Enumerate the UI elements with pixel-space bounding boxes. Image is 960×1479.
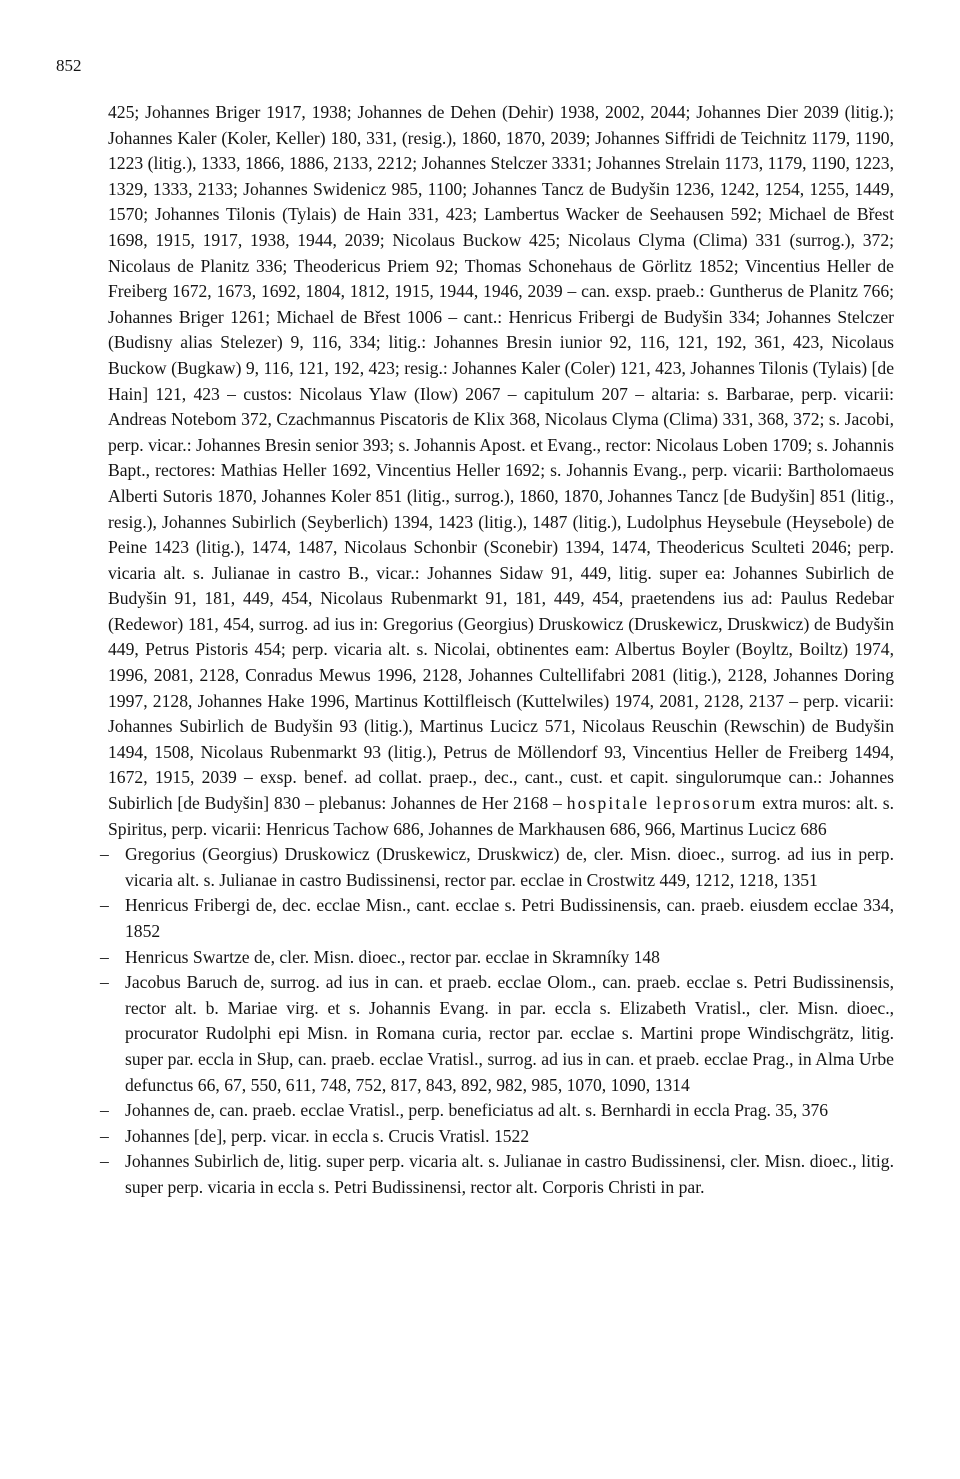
page-number: 852: [56, 56, 82, 75]
index-entry: [100, 842, 894, 893]
index-entry: [100, 1149, 894, 1200]
entry-dash: –: [100, 946, 109, 967]
entry-text: Johannes [de], perp. vicar. in eccla s. Crucis Vratisl. 1522: [125, 1125, 530, 1146]
entry-dash: –: [100, 972, 109, 993]
paragraph-text: 425; Johannes Briger 1917, 1938; Johannes de Dehen (Dehir) 1938, 2002, 2044; Johannes Dier 2039 (litig.); Johannes Kaler (Koler, Keller) 180, 331, (resig.), 1860, 1870, 2039; Johannes Siffridi de Teichnitz 1179, 1190, 1223 (litig.), 1333, 1866, 1886, 2133, 2212; Johannes Stelczer 3331; Johannes Strelain 1173, 1179, 1190, 1223, 1329, 1333, 2133; Johannes Swidenicz 985, 1100; Johannes Tancz de Budyšin 1236, 1242, 1254, 1255, 1449, 1570; Johannes Tilonis (Tylais) de Hain 331, 423; Lambertus Wacker de Seehausen 592; Michael de Břest 1698, 1915, 1917, 1938, 1944, 2039; Nicolaus Buckow 425; Nicolaus Clyma (Clima) 331 (surrog.), 372; Nicolaus de Planitz 336; Theodericus Priem 92; Thomas Schonehaus de Görlitz 1852; Vincentius Heller de Freiberg 1672, 1673, 1692, 1804, 1812, 1915, 1944, 1946, 2039 – can. exsp. praeb.: Guntherus de Planitz 766; Johannes Briger 1261; Michael de Břest 1006 – cant.: Henricus Fribergi de Budyšin 334; Johannes Stelczer (Budisny alias Stelezer) 9, 116, 334; litig.: Johannes Bresin iunior 92, 116, 121, 192, 361, 423, Nicolaus Buckow (Bugkaw) 9, 116, 121, 192, 423; resig.: Johannes Kaler (Coler) 121, 423, Johannes Tilonis (Tylais) [de Hain] 121, 423 – custos: Nicolaus Ylaw (Ilow) 2067 – capitulum 207 – altaria: s. Barbarae, perp. vicarii: Andreas Notebom 372, Czachmannus Piscatoris de Klix 368, Nicolaus Clyma (Clima) 331, 368, 372; s. Jacobi, perp. vicar.: Johannes Bresin senior 393; s. Johannis Apost. et Evang., rector: Nicolaus Loben 1709; s. Johannis Bapt., rectores: Mathias Heller 1692, Vincentius Heller 1692; s. Johannis Evang., perp. vicarii: Bartholomaeus Alberti Sutoris 1870, Johannes Koler 851 (litig., surrog.), 1860, 1870, Johannes Tancz [de Budyšin] 851 (litig., resig.), Johannes Subirlich (Seyberlich) 1394, 1423 (litig.), 1487 (litig.), Ludolphus Heysebule (Heysebole) de Peine 1423 (litig.), 1474, 1487, Nicolaus Schonbir (Sconebir) 1394, 1474, Theodericus Sculteti 2046; perp. vicaria alt. s. Julianae in castro B., vicar.: Johannes Sidaw 91, 449, litig. super ea: Johannes Subirlich de Budyšin 91, 181, 449, 454, Nicolaus Rubenmarkt 91, 181, 449, 454, praetendens ius ad: Paulus Redebar (Redewor) 181, 454, surrog. ad ius in: Gregorius (Georgius) Druskowicz (Druskewicz, Druskwicz) de Budyšin 449, Petrus Pistoris 454; perp. vicaria alt. s. Nicolai, obtinentes eam: Albertus Boyler (Boyltz, Boiltz) 1974, 1996, 2081, 2128, Conradus Mewus 1996, 2128, Johannes Cultellifabri 2081 (litig.), 2128, Johannes Doring 1997, 2128, Johannes Hake 1996, Martinus Kottilfleisch (Kuttelwiles) 1974, 2081, 2128, 2137 – perp. vicarii: Johannes Subirlich de Budyšin 93 (litig.), Martinus Lucicz 571, Nicolaus Reuschin (Rewschin) de Budyšin 1494, 1508, Nicolaus Rubenmarkt 93 (litig.), Petrus de Möllendorf 93, Vincentius Heller de Freiberg 1494, 1672, 1915, 2039 – exsp. benef. ad collat. praep., dec., cant., cust. et capit. singulorumque can.: Johannes Subirlich [de Budyšin] 830 – plebanus: Johannes de Her 2168 –: [108, 102, 894, 814]
entry-text: Jacobus Baruch de, surrog. ad ius in can. et praeb. ecclae Olom., can. praeb. ecclae s. Petri Budissinensis, rector alt. b. Mariae virg. et s. Johannis Evang. in par. eccla s. Elizabeth Vratisl., cler. Misn. dioec., procurator Rudolphi epi Misn. in Romana curia, rector par. ecclae s. Martini prope Windischgrätz, litig. super par. eccla in Słup, can. praeb. ecclae Vratisl., surrog. ad ius in can. et praeb. ecclae Prag., in Alma Urbe defunctus 66, 67, 550, 611, 748, 752, 817, 843, 892, 982, 985, 1070, 1090, 1314: [125, 972, 894, 1095]
entry-text: Johannes Subirlich de, litig. super perp. vicaria alt. s. Julianae in castro Budissinensi, cler. Misn. dioec., litig. super perp. vicaria in eccla s. Petri Budissinensi, rector alt. Corporis Christi in par.: [125, 1151, 894, 1197]
index-entry: [100, 945, 894, 971]
spaced-term: hospitale leprosorum: [566, 793, 758, 814]
paragraph-text-end: extra muros: alt. s. Spiritus, perp. vicarii: Henricus Tachow 686, Johannes de Markhausen 686, 966, Martinus Lucicz 686: [108, 793, 895, 839]
index-entry: [100, 893, 894, 944]
index-entry: [100, 1098, 894, 1124]
entry-text: Henricus Swartze de, cler. Misn. dioec., rector par. ecclae in Skramníky 148: [125, 946, 660, 967]
entry-dash: –: [100, 1125, 109, 1146]
entry-text: Johannes de, can. praeb. ecclae Vratisl., perp. beneficiatus ad alt. s. Bernhardi in eccla Prag. 35, 376: [125, 1100, 829, 1121]
entry-dash: –: [100, 844, 109, 865]
continuation-paragraph: [108, 100, 894, 842]
index-text: [100, 100, 895, 1201]
entry-dash: –: [100, 1100, 109, 1121]
entry-text: Gregorius (Georgius) Druskowicz (Druskewicz, Druskwicz) de, cler. Misn. dioec., surrog. ad ius in perp. vicaria alt. s. Julianae in castro Budissinensi, rector par. ecclae in Crostwitz 449, 1212, 1218, 1351: [125, 844, 894, 890]
index-entries: [100, 842, 894, 1200]
index-entry: [100, 1124, 894, 1150]
entry-text: Henricus Fribergi de, dec. ecclae Misn., cant. ecclae s. Petri Budissinensis, can. praeb. eiusdem ecclae 334, 1852: [125, 895, 894, 941]
entry-dash: –: [100, 895, 109, 916]
entry-dash: –: [100, 1151, 109, 1172]
index-entry: [100, 970, 894, 1098]
